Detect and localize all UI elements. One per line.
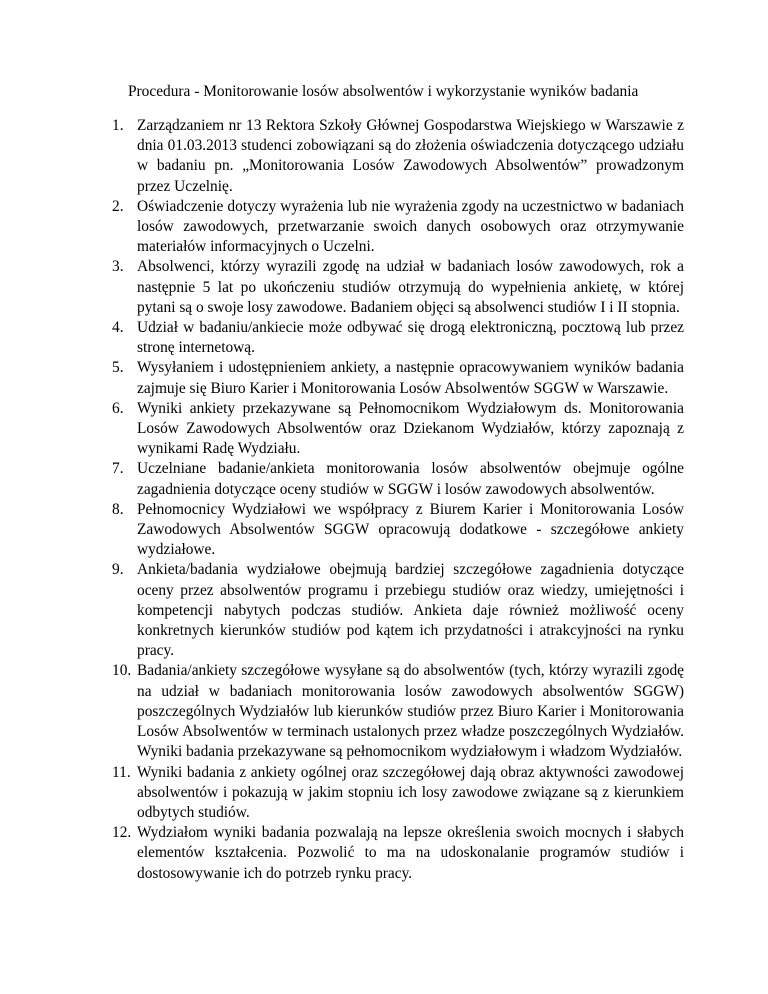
list-item-text: Badania/ankiety szczegółowe wysyłane są do absolwentów (tych, którzy wyrazili zgodę na udział w badaniach monitorowania losów zawodowych absolwentów SGGW) poszczególnych Wydziałów lub kierunków studiów przez Biuro Karier i Monitorowania Losów Absolwentów w terminach ustalonych przez władze poszczególnych Wydziałów. Wyniki badania przekazywane są pełnomocnikom wydziałowym i władzom Wydziałów. bbox=[137, 662, 684, 761]
list-item-text: Uczelniane badanie/ankieta monitorowania losów absolwentów obejmuje ogólne zagadnienia dotyczące oceny studiów w SGGW i losów zawodowych absolwentów. bbox=[137, 460, 684, 498]
list-item-number: 6. bbox=[112, 399, 124, 417]
list-item-text: Wyniki badania z ankiety ogólnej oraz szczegółowej dają obraz aktywności zawodowej absolwentów i pokazują w jakim stopniu ich losy zawodowe związane są z kierunkiem odbytych studiów. bbox=[137, 763, 684, 821]
list-item-number: 10. bbox=[112, 662, 132, 680]
list-item-number: 12. bbox=[112, 824, 132, 842]
list-item-text: Zarządzaniem nr 13 Rektora Szkoły Głównej Gospodarstwa Wiejskiego w Warszawie z dnia 01.03.2013 studenci zobowiązani są do złożenia oświadczenia dotyczącego udziału w badaniu pn. „Monitorowania Losów Zawodowych Absolwentów” prowadzonym przez Uczelnię. bbox=[137, 117, 684, 195]
list-item-text: Udział w badaniu/ankiecie może odbywać się drogą elektroniczną, pocztową lub przez stronę internetową. bbox=[137, 319, 684, 357]
list-item-text: Oświadczenie dotyczy wyrażenia lub nie wyrażenia zgody na uczestnictwo w badaniach losów zawodowych, przetwarzanie swoich danych osobowych oraz otrzymywanie materiałów informacyjnych o Uczelni. bbox=[137, 197, 684, 256]
list-item bbox=[112, 823, 684, 884]
list-item bbox=[112, 197, 684, 258]
list-item bbox=[112, 560, 684, 661]
list-item-number: 1. bbox=[112, 117, 124, 134]
list-item-text: Ankieta/badania wydziałowe obejmują bardziej szczegółowe zagadnienia dotyczące oceny przez absolwentów programu i przebiegu studiów oraz wiedzy, umiejętności i kompetencji nabytych podczas studiów. Ankieta daje również możliwość oceny konkretnych kierunków studiów pod kątem ich przydatności i atrakcyjności na rynku pracy. bbox=[137, 561, 684, 660]
list-item-number: 11. bbox=[112, 763, 131, 781]
procedure-list bbox=[112, 116, 684, 884]
list-item bbox=[112, 399, 684, 460]
list-item-number: 9. bbox=[112, 561, 124, 579]
list-item-text: Wydziałom wyniki badania pozwalają na lepsze określenia swoich mocnych i słabych elementów kształcenia. Pozwolić to ma na udoskonalanie programów studiów i dostosowywanie ich do potrzeb rynku pracy. bbox=[137, 824, 684, 882]
list-item-text: Wyniki ankiety przekazywane są Pełnomocnikom Wydziałowym ds. Monitorowania Losów Zawodowych Absolwentów oraz Dziekanom Wydziałów, którzy zapoznają z wynikami Radę Wydziału. bbox=[137, 399, 684, 458]
list-item bbox=[112, 500, 684, 561]
list-item-number: 5. bbox=[112, 359, 124, 377]
list-item bbox=[112, 459, 684, 499]
list-item-text: Absolwenci, którzy wyrazili zgodę na udział w badaniach losów zawodowych, rok a następnie 5 lat po ukończeniu studiów otrzymują do wypełnienia ankietę, w której pytani są o swoje losy zawodowe. Badaniem objęci są absolwenci studiów I i II stopnia. bbox=[137, 258, 684, 316]
document-title: Procedura - Monitorowanie losów absolwentów i wykorzystanie wyników badania bbox=[128, 83, 639, 100]
list-item bbox=[112, 257, 684, 318]
list-item bbox=[112, 116, 684, 197]
list-item-number: 3. bbox=[112, 258, 124, 276]
list-item-text: Wysyłaniem i udostępnieniem ankiety, a następnie opracowywaniem wyników badania zajmuje się Biuro Karier i Monitorowania Losów Absolwentów SGGW w Warszawie. bbox=[137, 359, 684, 397]
list-item-number: 2. bbox=[112, 197, 124, 215]
list-item bbox=[112, 661, 684, 762]
list-item-number: 7. bbox=[112, 460, 124, 478]
list-item-number: 8. bbox=[112, 500, 124, 518]
list-item bbox=[112, 318, 684, 358]
list-item bbox=[112, 763, 684, 824]
list-item-number: 4. bbox=[112, 319, 124, 337]
list-item-text: Pełnomocnicy Wydziałowi we współpracy z Biurem Karier i Monitorowania Losów Zawodowych Absolwentów SGGW opracowują dodatkowe - szczegółowe ankiety wydziałowe. bbox=[137, 500, 684, 559]
list-item bbox=[112, 358, 684, 398]
